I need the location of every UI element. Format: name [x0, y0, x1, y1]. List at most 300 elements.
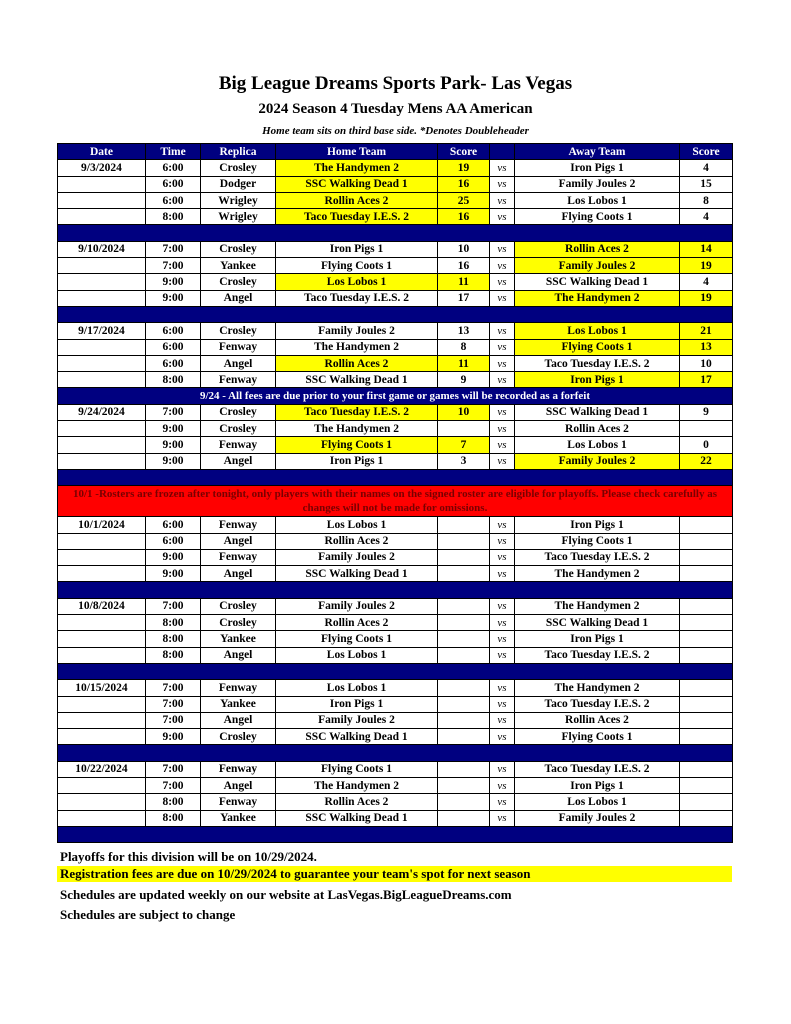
game-field: Crosley — [201, 160, 276, 176]
away-score: 4 — [680, 209, 733, 225]
game-row — [58, 355, 733, 371]
game-time: 8:00 — [146, 794, 201, 810]
away-score: 19 — [680, 258, 733, 274]
game-date — [58, 274, 146, 290]
vs-label: vs — [490, 566, 515, 582]
game-row — [58, 517, 733, 533]
vs-label: vs — [490, 176, 515, 192]
separator-cell — [58, 582, 733, 598]
home-team: Los Lobos 1 — [276, 274, 438, 290]
game-row — [58, 258, 733, 274]
home-team: Los Lobos 1 — [276, 517, 438, 533]
game-date — [58, 372, 146, 388]
game-time: 7:00 — [146, 680, 201, 696]
game-date — [58, 777, 146, 793]
away-score — [680, 421, 733, 437]
away-team: Iron Pigs 1 — [515, 777, 680, 793]
vs-label: vs — [490, 533, 515, 549]
away-score: 0 — [680, 437, 733, 453]
away-score — [680, 647, 733, 663]
col-header-replica: Replica — [201, 144, 276, 160]
home-team: Iron Pigs 1 — [276, 241, 438, 257]
vs-label: vs — [490, 258, 515, 274]
game-date — [58, 631, 146, 647]
fee-notice-row — [58, 388, 733, 404]
game-time: 6:00 — [146, 533, 201, 549]
game-date — [58, 794, 146, 810]
away-team: Flying Coots 1 — [515, 209, 680, 225]
game-field: Fenway — [201, 372, 276, 388]
game-date: 9/24/2024 — [58, 404, 146, 420]
home-score: 17 — [438, 290, 490, 306]
separator-cell — [58, 306, 733, 322]
away-team: Taco Tuesday I.E.S. 2 — [515, 355, 680, 371]
home-score: 16 — [438, 258, 490, 274]
game-field: Wrigley — [201, 192, 276, 208]
away-score: 4 — [680, 160, 733, 176]
away-score — [680, 533, 733, 549]
vs-label: vs — [490, 615, 515, 631]
game-time: 6:00 — [146, 355, 201, 371]
away-score — [680, 761, 733, 777]
game-row — [58, 615, 733, 631]
away-team: Iron Pigs 1 — [515, 631, 680, 647]
game-field: Yankee — [201, 696, 276, 712]
week-separator-row — [58, 582, 733, 598]
game-field: Fenway — [201, 517, 276, 533]
game-row — [58, 241, 733, 257]
away-score: 19 — [680, 290, 733, 306]
home-team: Flying Coots 1 — [276, 761, 438, 777]
vs-label: vs — [490, 712, 515, 728]
col-header-vs — [490, 144, 515, 160]
game-date: 10/15/2024 — [58, 680, 146, 696]
game-row — [58, 566, 733, 582]
vs-label: vs — [490, 453, 515, 469]
separator-cell — [58, 745, 733, 761]
game-row — [58, 712, 733, 728]
game-time: 9:00 — [146, 453, 201, 469]
game-row — [58, 274, 733, 290]
game-time: 8:00 — [146, 810, 201, 826]
home-score — [438, 794, 490, 810]
game-field: Angel — [201, 533, 276, 549]
game-row — [58, 647, 733, 663]
separator-cell — [58, 663, 733, 679]
game-time: 7:00 — [146, 761, 201, 777]
page-subtitle: 2024 Season 4 Tuesday Mens AA American — [258, 101, 533, 117]
home-score — [438, 680, 490, 696]
home-team: The Handymen 2 — [276, 777, 438, 793]
game-row — [58, 453, 733, 469]
week-separator-row — [58, 663, 733, 679]
game-field: Yankee — [201, 631, 276, 647]
week-separator-row — [58, 306, 733, 322]
vs-label: vs — [490, 274, 515, 290]
home-score — [438, 777, 490, 793]
away-score — [680, 615, 733, 631]
game-time: 8:00 — [146, 209, 201, 225]
game-date — [58, 209, 146, 225]
game-row — [58, 794, 733, 810]
game-time: 7:00 — [146, 598, 201, 614]
game-date — [58, 566, 146, 582]
vs-label: vs — [490, 209, 515, 225]
col-header-home-team: Home Team — [276, 144, 438, 160]
home-team: Rollin Aces 2 — [276, 355, 438, 371]
schedule-table — [57, 143, 733, 843]
vs-label: vs — [490, 517, 515, 533]
game-time: 8:00 — [146, 631, 201, 647]
home-score: 9 — [438, 372, 490, 388]
game-field: Crosley — [201, 729, 276, 745]
away-score — [680, 696, 733, 712]
game-field: Yankee — [201, 810, 276, 826]
game-date — [58, 549, 146, 565]
game-date — [58, 615, 146, 631]
away-team: Taco Tuesday I.E.S. 2 — [515, 647, 680, 663]
home-score — [438, 647, 490, 663]
separator-cell — [58, 826, 733, 842]
home-score: 19 — [438, 160, 490, 176]
game-row — [58, 598, 733, 614]
game-time: 6:00 — [146, 192, 201, 208]
game-field: Crosley — [201, 274, 276, 290]
vs-label: vs — [490, 810, 515, 826]
home-score: 7 — [438, 437, 490, 453]
game-field: Crosley — [201, 323, 276, 339]
game-field: Fenway — [201, 761, 276, 777]
home-score: 16 — [438, 209, 490, 225]
away-score — [680, 680, 733, 696]
away-score: 9 — [680, 404, 733, 420]
game-field: Fenway — [201, 680, 276, 696]
home-team: Family Joules 2 — [276, 598, 438, 614]
game-date: 9/17/2024 — [58, 323, 146, 339]
home-team: Rollin Aces 2 — [276, 794, 438, 810]
game-time: 7:00 — [146, 241, 201, 257]
game-time: 9:00 — [146, 566, 201, 582]
game-field: Angel — [201, 647, 276, 663]
game-date — [58, 176, 146, 192]
home-score — [438, 761, 490, 777]
game-field: Yankee — [201, 258, 276, 274]
game-field: Crosley — [201, 615, 276, 631]
home-score — [438, 729, 490, 745]
home-team: Flying Coots 1 — [276, 437, 438, 453]
away-team: Los Lobos 1 — [515, 323, 680, 339]
home-score — [438, 533, 490, 549]
home-team: Flying Coots 1 — [276, 258, 438, 274]
home-score: 3 — [438, 453, 490, 469]
away-team: The Handymen 2 — [515, 598, 680, 614]
away-team: Iron Pigs 1 — [515, 372, 680, 388]
game-field: Angel — [201, 355, 276, 371]
home-team: Iron Pigs 1 — [276, 696, 438, 712]
roster-alert-row — [58, 486, 733, 517]
away-score — [680, 566, 733, 582]
game-time: 7:00 — [146, 777, 201, 793]
home-score — [438, 566, 490, 582]
home-score — [438, 598, 490, 614]
game-date: 10/8/2024 — [58, 598, 146, 614]
vs-label: vs — [490, 777, 515, 793]
game-row — [58, 192, 733, 208]
away-team: Family Joules 2 — [515, 453, 680, 469]
vs-label: vs — [490, 761, 515, 777]
vs-label: vs — [490, 290, 515, 306]
away-team: Los Lobos 1 — [515, 437, 680, 453]
away-score: 13 — [680, 339, 733, 355]
away-team: The Handymen 2 — [515, 680, 680, 696]
col-header-home-score: Score — [438, 144, 490, 160]
away-team: Family Joules 2 — [515, 258, 680, 274]
home-team: Taco Tuesday I.E.S. 2 — [276, 209, 438, 225]
vs-label: vs — [490, 421, 515, 437]
game-row — [58, 404, 733, 420]
game-date — [58, 729, 146, 745]
game-row — [58, 680, 733, 696]
away-score — [680, 517, 733, 533]
vs-label: vs — [490, 192, 515, 208]
game-row — [58, 729, 733, 745]
game-field: Angel — [201, 777, 276, 793]
away-team: SSC Walking Dead 1 — [515, 274, 680, 290]
away-team: Rollin Aces 2 — [515, 421, 680, 437]
away-score — [680, 712, 733, 728]
away-team: The Handymen 2 — [515, 566, 680, 582]
vs-label: vs — [490, 696, 515, 712]
game-field: Fenway — [201, 549, 276, 565]
game-date — [58, 712, 146, 728]
home-team: Rollin Aces 2 — [276, 615, 438, 631]
roster-alert-text: 10/1 -Rosters are frozen after tonight, only players with their names on the signed roster are eligible for playoffs. Please check carefully as changes will not be made for omissions. — [58, 486, 733, 517]
away-score — [680, 549, 733, 565]
away-score — [680, 777, 733, 793]
away-team: Taco Tuesday I.E.S. 2 — [515, 549, 680, 565]
away-team: Iron Pigs 1 — [515, 517, 680, 533]
home-score — [438, 517, 490, 533]
col-header-away-team: Away Team — [515, 144, 680, 160]
away-score — [680, 794, 733, 810]
game-row — [58, 176, 733, 192]
schedule-note: Home team sits on third base side. *Denotes Doubleheader — [262, 125, 529, 137]
vs-label: vs — [490, 549, 515, 565]
separator-cell — [58, 225, 733, 241]
home-score — [438, 631, 490, 647]
home-team: SSC Walking Dead 1 — [276, 176, 438, 192]
home-team: Family Joules 2 — [276, 323, 438, 339]
away-team: Family Joules 2 — [515, 176, 680, 192]
home-team: Los Lobos 1 — [276, 647, 438, 663]
home-score: 8 — [438, 339, 490, 355]
game-row — [58, 549, 733, 565]
game-time: 9:00 — [146, 549, 201, 565]
playoffs-note: Playoffs for this division will be on 10/29/2024. — [60, 849, 317, 864]
game-date — [58, 355, 146, 371]
away-score: 15 — [680, 176, 733, 192]
vs-label: vs — [490, 437, 515, 453]
home-team: Flying Coots 1 — [276, 631, 438, 647]
home-team: SSC Walking Dead 1 — [276, 729, 438, 745]
game-time: 6:00 — [146, 339, 201, 355]
away-score: 8 — [680, 192, 733, 208]
home-score — [438, 696, 490, 712]
away-team: Iron Pigs 1 — [515, 160, 680, 176]
game-field: Fenway — [201, 794, 276, 810]
game-field: Fenway — [201, 339, 276, 355]
game-field: Crosley — [201, 404, 276, 420]
vs-label: vs — [490, 404, 515, 420]
away-score: 22 — [680, 453, 733, 469]
home-score — [438, 810, 490, 826]
home-team: SSC Walking Dead 1 — [276, 810, 438, 826]
home-score: 11 — [438, 274, 490, 290]
week-separator-row — [58, 745, 733, 761]
game-date — [58, 647, 146, 663]
game-time: 7:00 — [146, 404, 201, 420]
table-header-row — [58, 144, 733, 160]
vs-label: vs — [490, 372, 515, 388]
away-team: Taco Tuesday I.E.S. 2 — [515, 696, 680, 712]
away-score: 21 — [680, 323, 733, 339]
game-row — [58, 761, 733, 777]
home-team: Family Joules 2 — [276, 712, 438, 728]
change-note: Schedules are subject to change — [60, 907, 236, 922]
home-team: Taco Tuesday I.E.S. 2 — [276, 290, 438, 306]
away-team: Rollin Aces 2 — [515, 241, 680, 257]
game-date — [58, 258, 146, 274]
game-row — [58, 160, 733, 176]
away-score: 10 — [680, 355, 733, 371]
away-team: Flying Coots 1 — [515, 729, 680, 745]
registration-note: Registration fees are due on 10/29/2024 to guarantee your team's spot for next season — [57, 866, 732, 882]
away-score — [680, 631, 733, 647]
home-team: Rollin Aces 2 — [276, 192, 438, 208]
separator-cell — [58, 469, 733, 485]
game-field: Fenway — [201, 437, 276, 453]
week-separator-row — [58, 826, 733, 842]
home-team: The Handymen 2 — [276, 160, 438, 176]
away-team: Taco Tuesday I.E.S. 2 — [515, 761, 680, 777]
away-score — [680, 810, 733, 826]
away-score — [680, 598, 733, 614]
vs-label: vs — [490, 160, 515, 176]
game-date — [58, 437, 146, 453]
game-date — [58, 421, 146, 437]
game-row — [58, 290, 733, 306]
vs-label: vs — [490, 680, 515, 696]
website-note: Schedules are updated weekly on our website at LasVegas.BigLeagueDreams.com — [60, 887, 512, 902]
home-team: The Handymen 2 — [276, 421, 438, 437]
away-score: 14 — [680, 241, 733, 257]
game-time: 9:00 — [146, 274, 201, 290]
home-score: 11 — [438, 355, 490, 371]
game-date — [58, 290, 146, 306]
game-time: 9:00 — [146, 421, 201, 437]
vs-label: vs — [490, 794, 515, 810]
game-field: Wrigley — [201, 209, 276, 225]
game-field: Angel — [201, 712, 276, 728]
game-row — [58, 437, 733, 453]
away-team: Los Lobos 1 — [515, 192, 680, 208]
game-row — [58, 696, 733, 712]
home-team: SSC Walking Dead 1 — [276, 566, 438, 582]
game-time: 6:00 — [146, 160, 201, 176]
game-time: 6:00 — [146, 176, 201, 192]
game-time: 6:00 — [146, 517, 201, 533]
game-time: 8:00 — [146, 647, 201, 663]
game-time: 6:00 — [146, 323, 201, 339]
game-date — [58, 810, 146, 826]
vs-label: vs — [490, 323, 515, 339]
game-field: Crosley — [201, 241, 276, 257]
home-score — [438, 421, 490, 437]
game-date: 9/3/2024 — [58, 160, 146, 176]
game-row — [58, 323, 733, 339]
game-field: Angel — [201, 566, 276, 582]
col-header-time: Time — [146, 144, 201, 160]
fee-notice-text: 9/24 - All fees are due prior to your first game or games will be recorded as a forfeit — [58, 388, 733, 404]
home-score: 25 — [438, 192, 490, 208]
home-score: 10 — [438, 241, 490, 257]
schedule-body — [58, 160, 733, 843]
game-time: 9:00 — [146, 729, 201, 745]
game-row — [58, 372, 733, 388]
game-row — [58, 810, 733, 826]
home-team: Los Lobos 1 — [276, 680, 438, 696]
game-date: 10/22/2024 — [58, 761, 146, 777]
game-date: 9/10/2024 — [58, 241, 146, 257]
home-score: 13 — [438, 323, 490, 339]
home-score — [438, 549, 490, 565]
home-team: SSC Walking Dead 1 — [276, 372, 438, 388]
page-title: Big League Dreams Sports Park- Las Vegas — [218, 73, 573, 94]
game-field: Angel — [201, 290, 276, 306]
vs-label: vs — [490, 598, 515, 614]
away-team: SSC Walking Dead 1 — [515, 404, 680, 420]
vs-label: vs — [490, 729, 515, 745]
vs-label: vs — [490, 631, 515, 647]
away-score — [680, 729, 733, 745]
home-team: Rollin Aces 2 — [276, 533, 438, 549]
game-date — [58, 453, 146, 469]
game-time: 8:00 — [146, 372, 201, 388]
game-row — [58, 631, 733, 647]
game-row — [58, 339, 733, 355]
game-field: Angel — [201, 453, 276, 469]
game-time: 8:00 — [146, 615, 201, 631]
game-date — [58, 192, 146, 208]
week-separator-row — [58, 225, 733, 241]
vs-label: vs — [490, 355, 515, 371]
game-field: Dodger — [201, 176, 276, 192]
away-score: 4 — [680, 274, 733, 290]
game-date — [58, 696, 146, 712]
game-time: 7:00 — [146, 712, 201, 728]
home-score — [438, 712, 490, 728]
vs-label: vs — [490, 339, 515, 355]
game-field: Crosley — [201, 598, 276, 614]
home-score: 10 — [438, 404, 490, 420]
away-team: Flying Coots 1 — [515, 339, 680, 355]
game-date — [58, 533, 146, 549]
game-row — [58, 421, 733, 437]
home-team: Iron Pigs 1 — [276, 453, 438, 469]
away-team: Flying Coots 1 — [515, 533, 680, 549]
away-team: Family Joules 2 — [515, 810, 680, 826]
away-team: SSC Walking Dead 1 — [515, 615, 680, 631]
